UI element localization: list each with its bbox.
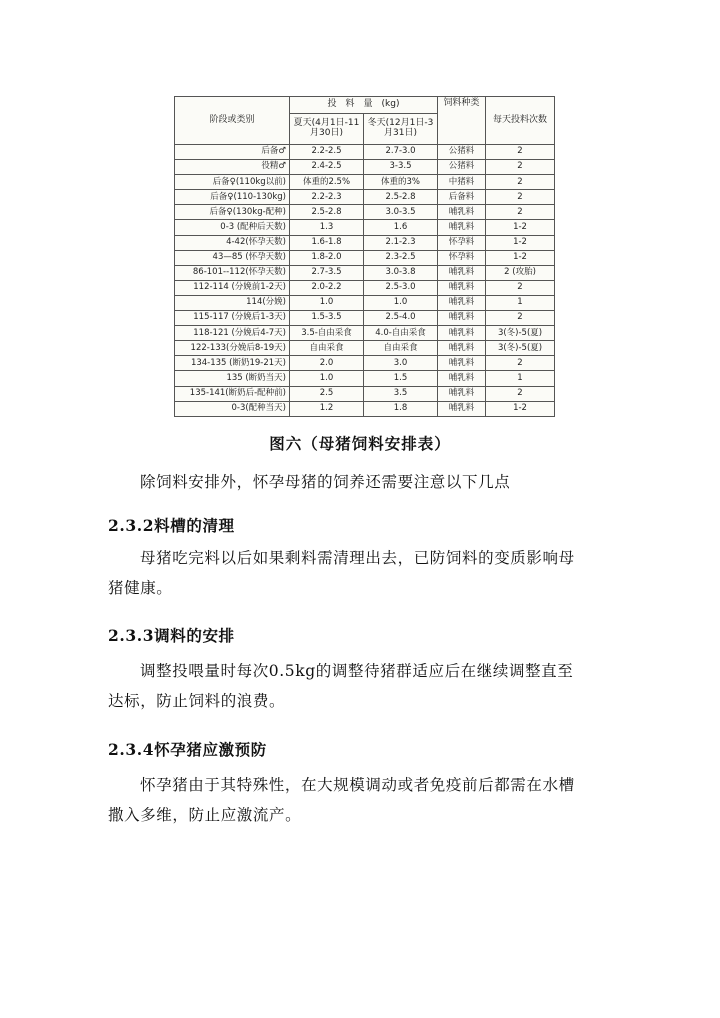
cell-stage: 后备♀(110-130kg): [175, 190, 290, 205]
cell-feed: 哺乳料: [438, 265, 486, 280]
table-row: [175, 280, 555, 295]
cell-stage: 115-117 (分娩后1-3天): [175, 311, 290, 326]
cell-feed: 怀孕料: [438, 235, 486, 250]
table-row: [175, 386, 555, 401]
cell-winter: 3.0-3.8: [364, 265, 438, 280]
header-times: 每天投料次数: [486, 97, 555, 145]
cell-winter: 4.0-自由采食: [364, 326, 438, 341]
cell-summer: 2.7-3.5: [290, 265, 364, 280]
cell-winter: 3.5: [364, 386, 438, 401]
table-row: [175, 235, 555, 250]
cell-winter: 1.5: [364, 371, 438, 386]
cell-stage: 0-3 (配种后天数): [175, 220, 290, 235]
cell-times: 2: [486, 356, 555, 371]
section-paragraph-trough: [108, 543, 608, 603]
cell-feed: 公猪料: [438, 160, 486, 175]
cell-winter: 2.3-2.5: [364, 250, 438, 265]
cell-feed: 哺乳料: [438, 371, 486, 386]
cell-summer: 2.5-2.8: [290, 205, 364, 220]
section-number: 2.3.3: [108, 626, 155, 645]
header-summer: 夏天(4月1日-11月30日): [290, 114, 364, 145]
table-row: [175, 160, 555, 175]
cell-feed: 哺乳料: [438, 356, 486, 371]
table-row: [175, 295, 555, 310]
cell-feed: 哺乳料: [438, 311, 486, 326]
section-number: 2.3.2: [108, 516, 155, 535]
cell-summer: 1.0: [290, 371, 364, 386]
cell-summer: 1.3: [290, 220, 364, 235]
section-heading-stress-prevention: [108, 738, 267, 760]
cell-feed: 哺乳料: [438, 326, 486, 341]
cell-summer: 3.5-自由采食: [290, 326, 364, 341]
cell-stage: 134-135 (断奶19-21天): [175, 356, 290, 371]
cell-winter: 3.0: [364, 356, 438, 371]
cell-stage: 役精♂: [175, 160, 290, 175]
cell-times: 2: [486, 190, 555, 205]
cell-times: 1-2: [486, 250, 555, 265]
table-caption: 图六（母猪饲料安排表）: [269, 434, 451, 453]
cell-stage: 86-101--112(怀孕天数): [175, 265, 290, 280]
cell-times: 2 (攻胎): [486, 265, 555, 280]
cell-stage: 0-3(配种当天): [175, 401, 290, 416]
cell-stage: 135-141(断奶后-配种前): [175, 386, 290, 401]
cell-feed: 哺乳料: [438, 295, 486, 310]
paragraph-line: 达标，防止饲料的浪费。: [108, 692, 286, 710]
section-paragraph-stress-prevention: [108, 770, 608, 830]
cell-times: 1: [486, 371, 555, 386]
section-title: 调料的安排: [154, 626, 235, 645]
header-stage: 阶段或类别: [175, 97, 290, 145]
cell-times: 1: [486, 295, 555, 310]
section-heading-feed-adjust: [108, 624, 235, 646]
cell-summer: 1.2: [290, 401, 364, 416]
cell-winter: 3-3.5: [364, 160, 438, 175]
intro-text: 除饲料安排外，怀孕母猪的饲养还需要注意以下几点: [140, 473, 511, 491]
cell-winter: 2.1-2.3: [364, 235, 438, 250]
table-row: [175, 326, 555, 341]
cell-summer: 2.4-2.5: [290, 160, 364, 175]
table-row: [175, 205, 555, 220]
cell-feed: 哺乳料: [438, 401, 486, 416]
section-heading-trough: [108, 514, 235, 536]
cell-winter: 3.0-3.5: [364, 205, 438, 220]
cell-times: 2: [486, 280, 555, 295]
table-row: [175, 356, 555, 371]
header-amount: 投 料 量 (kg): [290, 97, 438, 114]
table-row: [175, 190, 555, 205]
cell-feed: 哺乳料: [438, 220, 486, 235]
header-feed-type: 饲料种类: [438, 97, 486, 145]
paragraph-line: 调整投喂量时每次0.5kg的调整待猪群适应后在继续调整直至: [140, 662, 574, 680]
cell-times: 2: [486, 160, 555, 175]
cell-feed: 哺乳料: [438, 280, 486, 295]
cell-feed: 怀孕料: [438, 250, 486, 265]
table-row: [175, 401, 555, 416]
cell-times: 2: [486, 175, 555, 190]
cell-stage: 后备♀(130kg-配种): [175, 205, 290, 220]
section-paragraph-feed-adjust: [108, 656, 608, 716]
cell-winter: 自由采食: [364, 341, 438, 356]
cell-winter: 2.5-4.0: [364, 311, 438, 326]
cell-winter: 体重的3%: [364, 175, 438, 190]
paragraph-line: 怀孕猪由于其特殊性，在大规模调动或者免疫前后都需在水槽: [140, 776, 575, 794]
table-row: [175, 145, 555, 160]
cell-stage: 135 (断奶当天): [175, 371, 290, 386]
intro-paragraph: [108, 467, 608, 497]
table-row: [175, 371, 555, 386]
table-row: [175, 220, 555, 235]
header-winter: 冬天(12月1日-3月31日): [364, 114, 438, 145]
cell-winter: 2.5-2.8: [364, 190, 438, 205]
cell-times: 1-2: [486, 220, 555, 235]
cell-winter: 1.6: [364, 220, 438, 235]
cell-summer: 1.8-2.0: [290, 250, 364, 265]
paragraph-line: 猪健康。: [108, 579, 173, 597]
feed-schedule-table: [174, 96, 555, 417]
section-title: 怀孕猪应激预防: [154, 740, 267, 759]
cell-summer: 1.6-1.8: [290, 235, 364, 250]
cell-summer: 2.0: [290, 356, 364, 371]
cell-stage: 112-114 (分娩前1-2天): [175, 280, 290, 295]
cell-summer: 2.2-2.3: [290, 190, 364, 205]
cell-stage: 4-42(怀孕天数): [175, 235, 290, 250]
cell-winter: 1.0: [364, 295, 438, 310]
cell-summer: 自由采食: [290, 341, 364, 356]
cell-summer: 2.5: [290, 386, 364, 401]
cell-summer: 1.5-3.5: [290, 311, 364, 326]
cell-times: 2: [486, 311, 555, 326]
cell-times: 1-2: [486, 235, 555, 250]
table-row: [175, 311, 555, 326]
cell-summer: 体重的2.5%: [290, 175, 364, 190]
cell-times: 2: [486, 205, 555, 220]
cell-summer: 1.0: [290, 295, 364, 310]
cell-times: 2: [486, 145, 555, 160]
cell-times: 3(冬)-5(夏): [486, 326, 555, 341]
cell-feed: 哺乳料: [438, 386, 486, 401]
cell-winter: 2.5-3.0: [364, 280, 438, 295]
cell-stage: 后备♀(110kg以前): [175, 175, 290, 190]
cell-winter: 2.7-3.0: [364, 145, 438, 160]
cell-feed: 哺乳料: [438, 341, 486, 356]
table-row: [175, 175, 555, 190]
cell-times: 2: [486, 386, 555, 401]
cell-feed: 哺乳料: [438, 205, 486, 220]
cell-summer: 2.2-2.5: [290, 145, 364, 160]
table-row: [175, 341, 555, 356]
cell-summer: 2.0-2.2: [290, 280, 364, 295]
cell-stage: 后备♂: [175, 145, 290, 160]
table-row: [175, 265, 555, 280]
feed-schedule-table-image: [174, 96, 554, 416]
cell-times: 3(冬)-5(夏): [486, 341, 555, 356]
section-title: 料槽的清理: [154, 516, 235, 535]
table-row: [175, 250, 555, 265]
cell-stage: 43—85 (怀孕天数): [175, 250, 290, 265]
paragraph-line: 撒入多维，防止应激流产。: [108, 806, 302, 824]
cell-feed: 公猪料: [438, 145, 486, 160]
cell-winter: 1.8: [364, 401, 438, 416]
cell-feed: 中猪料: [438, 175, 486, 190]
section-number: 2.3.4: [108, 740, 155, 759]
paragraph-line: 母猪吃完料以后如果剩料需清理出去，已防饲料的变质影响母: [140, 549, 575, 567]
cell-stage: 122-133(分娩后8-19天): [175, 341, 290, 356]
cell-stage: 118-121 (分娩后4-7天): [175, 326, 290, 341]
cell-stage: 114(分娩): [175, 295, 290, 310]
cell-times: 1-2: [486, 401, 555, 416]
cell-feed: 后备料: [438, 190, 486, 205]
